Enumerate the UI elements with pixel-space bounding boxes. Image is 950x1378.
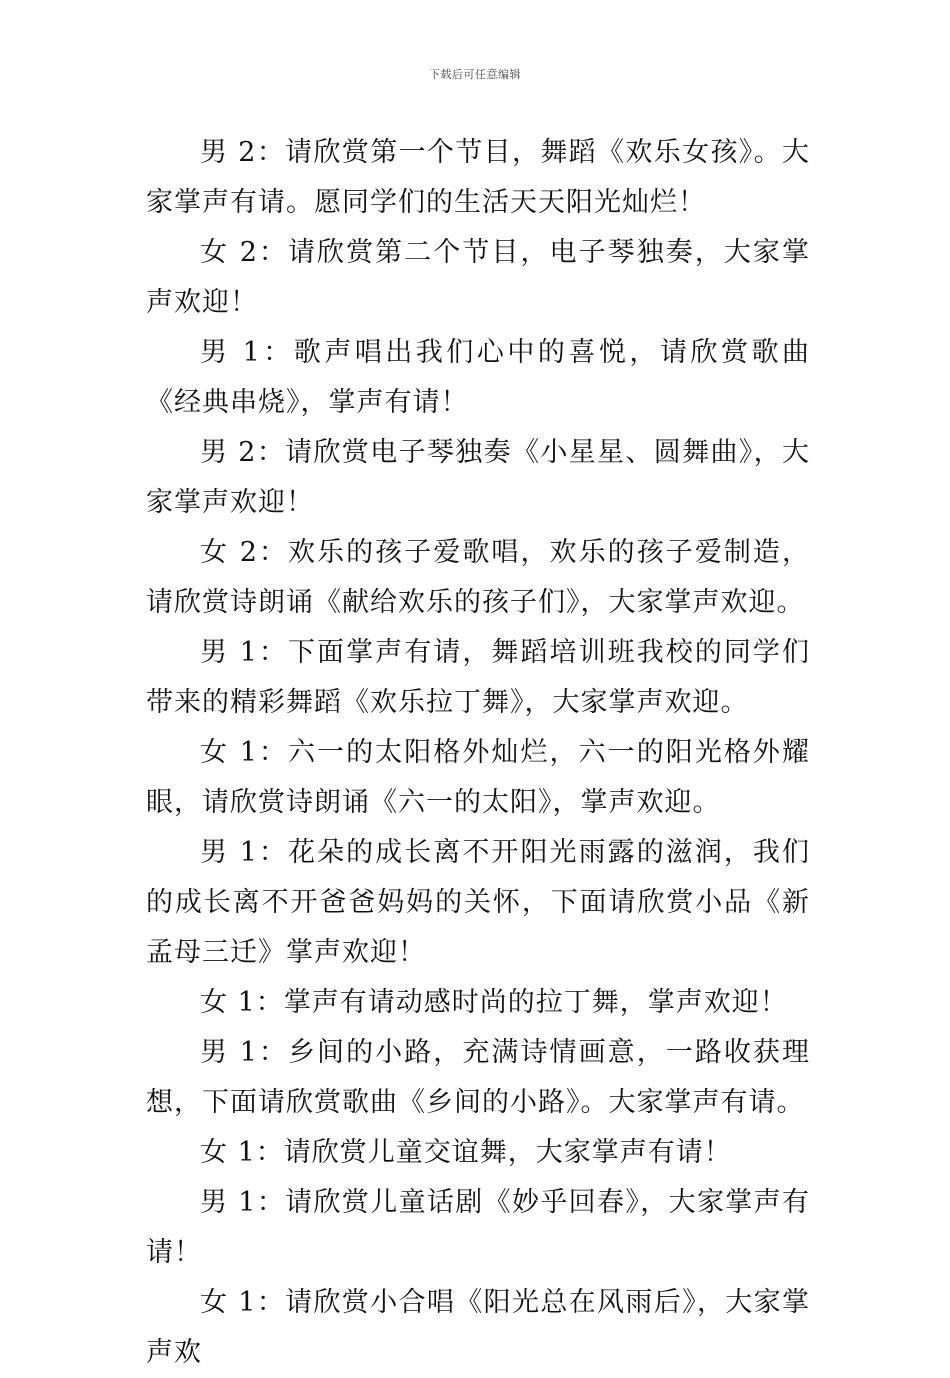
paragraph: 男 2：请欣赏第一个节目，舞蹈《欢乐女孩》。大家掌声有请。愿同学们的生活天天阳光灿烂！ (146, 137, 810, 218)
paragraph: 女 1：请欣赏小合唱《阳光总在风雨后》，大家掌声欢 (146, 1287, 810, 1368)
header-note: 下载后可任意编辑 (429, 68, 521, 81)
paragraph: 女 1：掌声有请动感时尚的拉丁舞，掌声欢迎！ (200, 987, 788, 1018)
paragraph: 女 1：六一的太阳格外灿烂，六一的阳光格外耀眼，请欣赏诗朗诵《六一的太阳》，掌声欢迎。 (146, 737, 810, 818)
document-body (146, 128, 810, 1378)
paragraph: 男 1：花朵的成长离不开阳光雨露的滋润，我们的成长离不开爸爸妈妈的关怀，下面请欣赏小品《新孟母三迁》掌声欢迎！ (146, 837, 810, 968)
paragraph: 女 2：请欣赏第二个节目，电子琴独奏，大家掌声欢迎！ (146, 237, 810, 318)
paragraph: 男 1：乡间的小路，充满诗情画意，一路收获理想，下面请欣赏歌曲《乡间的小路》。大家掌声有请。 (146, 1037, 810, 1118)
paragraph: 女 1：请欣赏儿童交谊舞，大家掌声有请！ (200, 1137, 732, 1168)
paragraph: 男 1：歌声唱出我们心中的喜悦，请欣赏歌曲《经典串烧》，掌声有请！ (146, 337, 810, 418)
paragraph: 男 2：请欣赏电子琴独奏《小星星、圆舞曲》，大家掌声欢迎！ (146, 437, 810, 518)
paragraph: 女 2：欢乐的孩子爱歌唱，欢乐的孩子爱制造，请欣赏诗朗诵《献给欢乐的孩子们》，大家掌声欢迎。 (146, 537, 810, 618)
paragraph: 男 1：下面掌声有请，舞蹈培训班我校的同学们带来的精彩舞蹈《欢乐拉丁舞》，大家掌声欢迎。 (146, 637, 810, 718)
paragraph: 男 1：请欣赏儿童话剧《妙乎回春》，大家掌声有请！ (146, 1187, 810, 1268)
